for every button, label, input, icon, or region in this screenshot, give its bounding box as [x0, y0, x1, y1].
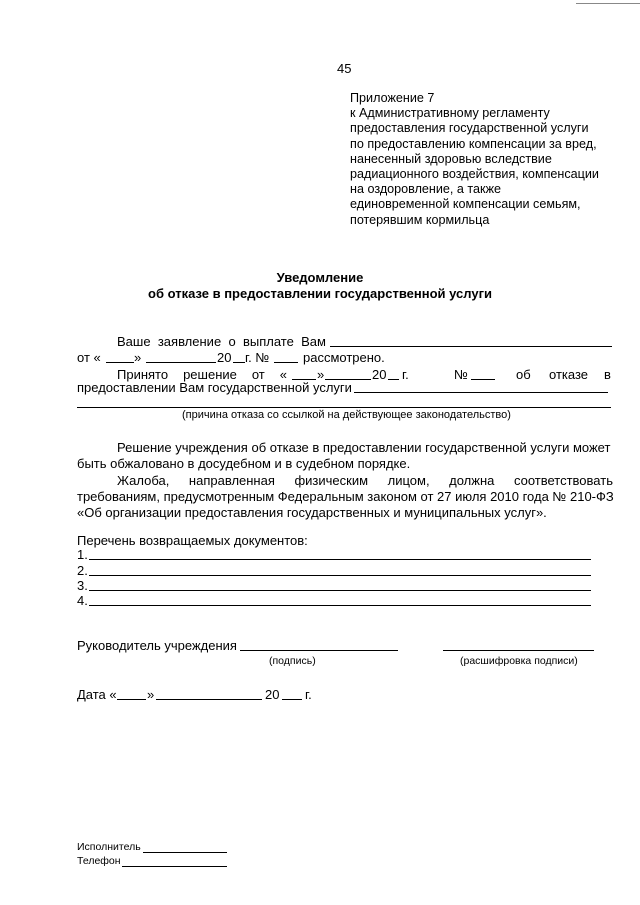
- executor-blank[interactable]: [143, 852, 227, 853]
- word: соответствовать: [513, 473, 613, 488]
- decision-year-blank[interactable]: [388, 379, 399, 380]
- appendix-block: [350, 91, 630, 228]
- top-edge-mark: [576, 3, 640, 4]
- appendix-line: предоставления государственной услуги: [350, 121, 589, 136]
- word: решение: [183, 367, 237, 382]
- page-number: 45: [337, 61, 352, 76]
- payment-blank[interactable]: [330, 346, 612, 347]
- from-year: 20: [217, 350, 232, 365]
- from-year-blank[interactable]: [233, 362, 245, 363]
- word: должна: [449, 473, 495, 488]
- reviewed-text: рассмотрено.: [303, 350, 385, 365]
- document-item-blank[interactable]: [89, 559, 591, 560]
- from-day-blank[interactable]: [106, 362, 134, 363]
- signature-blank[interactable]: [240, 650, 398, 651]
- complaint-line1: [117, 473, 613, 488]
- appendix-line: нанесенный здоровью вследствие: [350, 151, 552, 166]
- appendix-line: на оздоровление, а также: [350, 182, 501, 197]
- word: Жалоба,: [117, 473, 170, 488]
- decision-quote: »: [317, 367, 325, 382]
- decision-number-blank[interactable]: [471, 379, 495, 380]
- decision-g: г.: [402, 367, 409, 382]
- signature-caption: (подпись): [269, 655, 316, 667]
- word: лицом,: [387, 473, 430, 488]
- word: Принято: [117, 367, 169, 382]
- appendix-line: к Административному регламенту: [350, 106, 550, 121]
- signature-decode-blank[interactable]: [443, 650, 594, 651]
- decision-year: 20: [372, 367, 387, 382]
- head-label: Руководитель учреждения: [77, 638, 237, 653]
- document-item-number: 2.: [77, 563, 88, 578]
- date-label: Дата «: [77, 687, 117, 702]
- appeal-line1: Решение учреждения об отказе в предоставлении государственной услуги может: [117, 440, 611, 455]
- document-item-blank[interactable]: [89, 605, 591, 606]
- para1-line1: [117, 334, 326, 349]
- word: отказе: [549, 367, 588, 382]
- from-number-blank[interactable]: [274, 362, 298, 363]
- word: о: [228, 334, 236, 349]
- date-day-blank[interactable]: [117, 699, 146, 700]
- date-month-blank[interactable]: [156, 699, 262, 700]
- appendix-line: по предоставлению компенсации за вред,: [350, 136, 597, 151]
- word: Вам: [301, 334, 326, 349]
- service-text: предоставлении Вам государственной услуги: [77, 380, 352, 395]
- word: направленная: [188, 473, 275, 488]
- document-item-blank[interactable]: [89, 590, 591, 591]
- date-year: 20: [265, 687, 280, 702]
- document-item-number: 3.: [77, 578, 88, 593]
- appendix-line: Приложение 7: [350, 91, 435, 105]
- document-item-number: 1.: [77, 547, 88, 562]
- reason-blank-1[interactable]: [354, 392, 608, 393]
- word: Ваше: [117, 334, 151, 349]
- word: в: [604, 367, 611, 382]
- document-title: Уведомление: [276, 270, 364, 285]
- document-item-blank[interactable]: [89, 575, 591, 576]
- reason-caption: (причина отказа со ссылкой на действующее законодательство): [182, 409, 511, 421]
- from-number-label: г. №: [245, 350, 270, 365]
- executor-label: Исполнитель: [77, 841, 141, 853]
- word: выплате: [242, 334, 294, 349]
- document-item-number: 4.: [77, 593, 88, 608]
- reason-blank-2[interactable]: [77, 407, 611, 408]
- date-year-blank[interactable]: [282, 699, 302, 700]
- from-quote: »: [134, 350, 142, 365]
- date-g: г.: [305, 687, 312, 702]
- from-label: от «: [77, 350, 101, 365]
- signature-decode-caption: (расшифровка подписи): [460, 655, 578, 667]
- from-month-blank[interactable]: [146, 362, 216, 363]
- appendix-line: потерявшим кормильца: [350, 212, 490, 227]
- phone-blank[interactable]: [122, 866, 227, 867]
- appendix-line: радиационного воздействия, компенсации: [350, 167, 599, 182]
- word: «: [279, 367, 287, 382]
- documents-heading: Перечень возвращаемых документов:: [77, 533, 308, 548]
- complaint-line3: «Об организации предоставления государственных и муниципальных услуг».: [77, 505, 547, 520]
- document-subtitle: об отказе в предоставлении государственной услуги: [148, 286, 492, 301]
- decision-number-label: №: [454, 367, 468, 382]
- word: заявление: [157, 334, 222, 349]
- word: физическим: [294, 473, 369, 488]
- appendix-line: единовременной компенсации семьям,: [350, 197, 581, 212]
- word: от: [251, 367, 265, 382]
- appeal-line2: быть обжаловано в досудебном и в судебном порядке.: [77, 456, 411, 471]
- complaint-line2: требованиям, предусмотренным Федеральным законом от 27 июля 2010 года № 210-ФЗ: [77, 489, 614, 504]
- phone-label: Телефон: [77, 855, 121, 867]
- word: об: [516, 367, 531, 382]
- date-quote: »: [147, 687, 155, 702]
